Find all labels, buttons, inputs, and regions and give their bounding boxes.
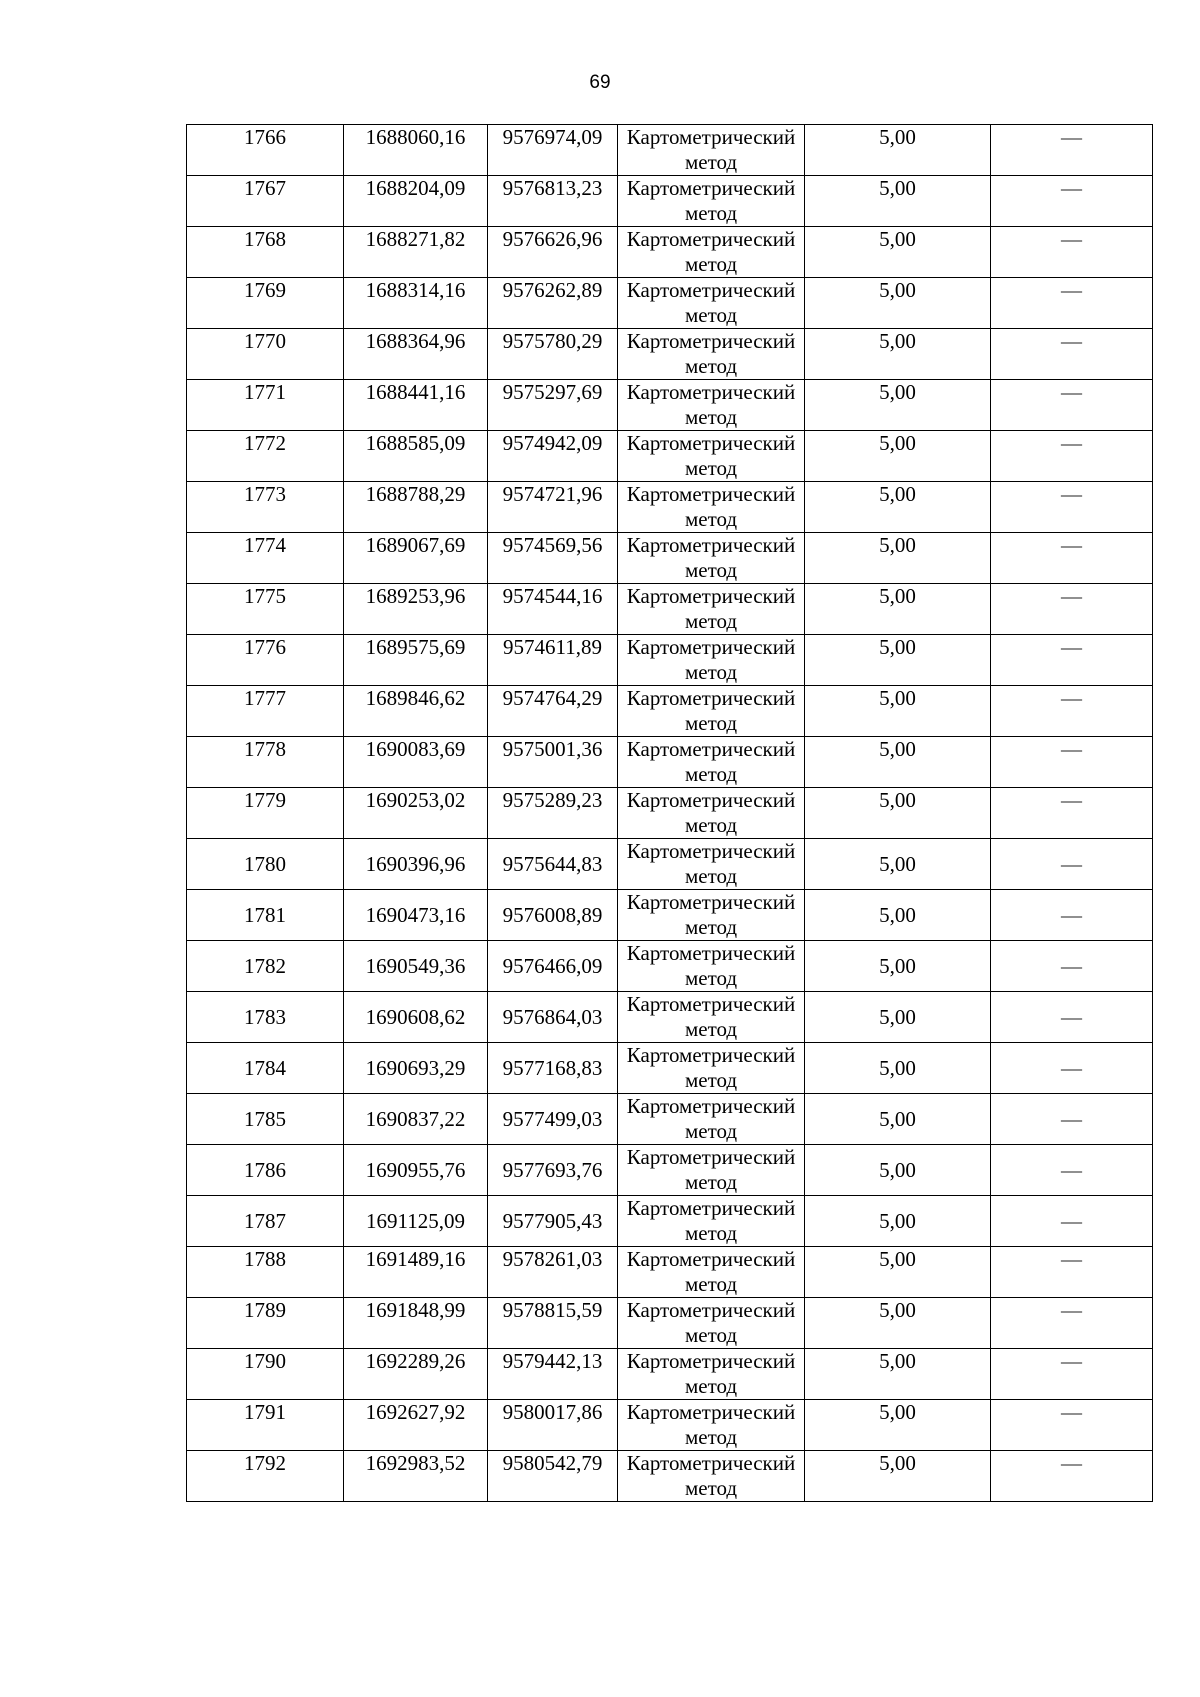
table-row xyxy=(187,380,1153,431)
note-cell: — xyxy=(991,176,1153,227)
table-row xyxy=(187,1451,1153,1502)
accuracy-cell: 5,00 xyxy=(805,482,991,533)
point-number-cell: 1780 xyxy=(187,839,344,890)
x-coordinate-cell: 1692983,52 xyxy=(344,1451,488,1502)
y-coordinate-cell: 9576864,03 xyxy=(488,992,618,1043)
accuracy-cell: 5,00 xyxy=(805,176,991,227)
method-cell: Картометрический метод xyxy=(618,992,805,1043)
x-coordinate-cell: 1690253,02 xyxy=(344,788,488,839)
accuracy-cell: 5,00 xyxy=(805,431,991,482)
accuracy-cell: 5,00 xyxy=(805,890,991,941)
x-coordinate-cell: 1689067,69 xyxy=(344,533,488,584)
table-row xyxy=(187,1400,1153,1451)
note-cell: — xyxy=(991,890,1153,941)
accuracy-cell: 5,00 xyxy=(805,227,991,278)
note-cell: — xyxy=(991,1400,1153,1451)
x-coordinate-cell: 1689575,69 xyxy=(344,635,488,686)
y-coordinate-cell: 9576008,89 xyxy=(488,890,618,941)
coordinates-table xyxy=(186,124,1153,1502)
table-row xyxy=(187,1043,1153,1094)
point-number-cell: 1790 xyxy=(187,1349,344,1400)
y-coordinate-cell: 9576262,89 xyxy=(488,278,618,329)
y-coordinate-cell: 9577168,83 xyxy=(488,1043,618,1094)
table-row xyxy=(187,1094,1153,1145)
point-number-cell: 1792 xyxy=(187,1451,344,1502)
point-number-cell: 1783 xyxy=(187,992,344,1043)
method-cell: Картометрический метод xyxy=(618,788,805,839)
accuracy-cell: 5,00 xyxy=(805,125,991,176)
note-cell: — xyxy=(991,482,1153,533)
accuracy-cell: 5,00 xyxy=(805,839,991,890)
point-number-cell: 1771 xyxy=(187,380,344,431)
accuracy-cell: 5,00 xyxy=(805,635,991,686)
point-number-cell: 1766 xyxy=(187,125,344,176)
x-coordinate-cell: 1688204,09 xyxy=(344,176,488,227)
method-cell: Картометрический метод xyxy=(618,227,805,278)
x-coordinate-cell: 1692627,92 xyxy=(344,1400,488,1451)
point-number-cell: 1769 xyxy=(187,278,344,329)
table-row xyxy=(187,1247,1153,1298)
method-cell: Картометрический метод xyxy=(618,380,805,431)
note-cell: — xyxy=(991,788,1153,839)
accuracy-cell: 5,00 xyxy=(805,1145,991,1196)
table-row xyxy=(187,533,1153,584)
accuracy-cell: 5,00 xyxy=(805,941,991,992)
method-cell: Картометрический метод xyxy=(618,1247,805,1298)
note-cell: — xyxy=(991,1145,1153,1196)
table-row xyxy=(187,482,1153,533)
method-cell: Картометрический метод xyxy=(618,1400,805,1451)
point-number-cell: 1775 xyxy=(187,584,344,635)
y-coordinate-cell: 9575644,83 xyxy=(488,839,618,890)
point-number-cell: 1779 xyxy=(187,788,344,839)
method-cell: Картометрический метод xyxy=(618,839,805,890)
table-row xyxy=(187,1349,1153,1400)
method-cell: Картометрический метод xyxy=(618,1196,805,1247)
y-coordinate-cell: 9575297,69 xyxy=(488,380,618,431)
x-coordinate-cell: 1689253,96 xyxy=(344,584,488,635)
table-row xyxy=(187,431,1153,482)
x-coordinate-cell: 1690083,69 xyxy=(344,737,488,788)
x-coordinate-cell: 1691489,16 xyxy=(344,1247,488,1298)
table-row xyxy=(187,890,1153,941)
note-cell: — xyxy=(991,1094,1153,1145)
y-coordinate-cell: 9579442,13 xyxy=(488,1349,618,1400)
table-row xyxy=(187,1196,1153,1247)
method-cell: Картометрический метод xyxy=(618,176,805,227)
y-coordinate-cell: 9574721,96 xyxy=(488,482,618,533)
x-coordinate-cell: 1688060,16 xyxy=(344,125,488,176)
note-cell: — xyxy=(991,686,1153,737)
method-cell: Картометрический метод xyxy=(618,482,805,533)
note-cell: — xyxy=(991,635,1153,686)
note-cell: — xyxy=(991,533,1153,584)
x-coordinate-cell: 1690955,76 xyxy=(344,1145,488,1196)
x-coordinate-cell: 1691125,09 xyxy=(344,1196,488,1247)
table-row xyxy=(187,635,1153,686)
note-cell: — xyxy=(991,839,1153,890)
y-coordinate-cell: 9578261,03 xyxy=(488,1247,618,1298)
point-number-cell: 1789 xyxy=(187,1298,344,1349)
x-coordinate-cell: 1691848,99 xyxy=(344,1298,488,1349)
y-coordinate-cell: 9574569,56 xyxy=(488,533,618,584)
note-cell: — xyxy=(991,737,1153,788)
note-cell: — xyxy=(991,380,1153,431)
y-coordinate-cell: 9577905,43 xyxy=(488,1196,618,1247)
accuracy-cell: 5,00 xyxy=(805,686,991,737)
y-coordinate-cell: 9580542,79 xyxy=(488,1451,618,1502)
note-cell: — xyxy=(991,1451,1153,1502)
point-number-cell: 1778 xyxy=(187,737,344,788)
point-number-cell: 1791 xyxy=(187,1400,344,1451)
table-row xyxy=(187,686,1153,737)
accuracy-cell: 5,00 xyxy=(805,1298,991,1349)
y-coordinate-cell: 9576626,96 xyxy=(488,227,618,278)
point-number-cell: 1767 xyxy=(187,176,344,227)
accuracy-cell: 5,00 xyxy=(805,1247,991,1298)
method-cell: Картометрический метод xyxy=(618,1094,805,1145)
note-cell: — xyxy=(991,1349,1153,1400)
point-number-cell: 1787 xyxy=(187,1196,344,1247)
note-cell: — xyxy=(991,125,1153,176)
note-cell: — xyxy=(991,584,1153,635)
y-coordinate-cell: 9575780,29 xyxy=(488,329,618,380)
note-cell: — xyxy=(991,1247,1153,1298)
x-coordinate-cell: 1690396,96 xyxy=(344,839,488,890)
x-coordinate-cell: 1690837,22 xyxy=(344,1094,488,1145)
note-cell: — xyxy=(991,329,1153,380)
method-cell: Картометрический метод xyxy=(618,1451,805,1502)
y-coordinate-cell: 9576466,09 xyxy=(488,941,618,992)
point-number-cell: 1772 xyxy=(187,431,344,482)
note-cell: — xyxy=(991,278,1153,329)
method-cell: Картометрический метод xyxy=(618,1349,805,1400)
x-coordinate-cell: 1688788,29 xyxy=(344,482,488,533)
method-cell: Картометрический метод xyxy=(618,1298,805,1349)
accuracy-cell: 5,00 xyxy=(805,1451,991,1502)
accuracy-cell: 5,00 xyxy=(805,1043,991,1094)
x-coordinate-cell: 1688441,16 xyxy=(344,380,488,431)
table-row xyxy=(187,1145,1153,1196)
accuracy-cell: 5,00 xyxy=(805,1094,991,1145)
y-coordinate-cell: 9577693,76 xyxy=(488,1145,618,1196)
note-cell: — xyxy=(991,1043,1153,1094)
method-cell: Картометрический метод xyxy=(618,584,805,635)
method-cell: Картометрический метод xyxy=(618,125,805,176)
accuracy-cell: 5,00 xyxy=(805,278,991,329)
accuracy-cell: 5,00 xyxy=(805,533,991,584)
table-row xyxy=(187,1298,1153,1349)
method-cell: Картометрический метод xyxy=(618,890,805,941)
accuracy-cell: 5,00 xyxy=(805,584,991,635)
point-number-cell: 1788 xyxy=(187,1247,344,1298)
page-number: 69 xyxy=(589,72,611,93)
x-coordinate-cell: 1688585,09 xyxy=(344,431,488,482)
table-row xyxy=(187,125,1153,176)
x-coordinate-cell: 1690473,16 xyxy=(344,890,488,941)
method-cell: Картометрический метод xyxy=(618,686,805,737)
y-coordinate-cell: 9574942,09 xyxy=(488,431,618,482)
y-coordinate-cell: 9575289,23 xyxy=(488,788,618,839)
accuracy-cell: 5,00 xyxy=(805,992,991,1043)
method-cell: Картометрический метод xyxy=(618,329,805,380)
y-coordinate-cell: 9575001,36 xyxy=(488,737,618,788)
accuracy-cell: 5,00 xyxy=(805,380,991,431)
point-number-cell: 1773 xyxy=(187,482,344,533)
y-coordinate-cell: 9574544,16 xyxy=(488,584,618,635)
y-coordinate-cell: 9576813,23 xyxy=(488,176,618,227)
point-number-cell: 1782 xyxy=(187,941,344,992)
accuracy-cell: 5,00 xyxy=(805,329,991,380)
method-cell: Картометрический метод xyxy=(618,1145,805,1196)
accuracy-cell: 5,00 xyxy=(805,1400,991,1451)
note-cell: — xyxy=(991,1196,1153,1247)
accuracy-cell: 5,00 xyxy=(805,788,991,839)
x-coordinate-cell: 1690608,62 xyxy=(344,992,488,1043)
table-row xyxy=(187,839,1153,890)
table-row xyxy=(187,992,1153,1043)
x-coordinate-cell: 1688271,82 xyxy=(344,227,488,278)
table-row xyxy=(187,941,1153,992)
x-coordinate-cell: 1688314,16 xyxy=(344,278,488,329)
point-number-cell: 1784 xyxy=(187,1043,344,1094)
point-number-cell: 1774 xyxy=(187,533,344,584)
note-cell: — xyxy=(991,941,1153,992)
point-number-cell: 1777 xyxy=(187,686,344,737)
table-row xyxy=(187,737,1153,788)
table-row xyxy=(187,227,1153,278)
method-cell: Картометрический метод xyxy=(618,737,805,788)
x-coordinate-cell: 1690693,29 xyxy=(344,1043,488,1094)
note-cell: — xyxy=(991,227,1153,278)
x-coordinate-cell: 1690549,36 xyxy=(344,941,488,992)
coordinates-table-body xyxy=(187,125,1153,1502)
note-cell: — xyxy=(991,1298,1153,1349)
point-number-cell: 1770 xyxy=(187,329,344,380)
point-number-cell: 1768 xyxy=(187,227,344,278)
y-coordinate-cell: 9576974,09 xyxy=(488,125,618,176)
accuracy-cell: 5,00 xyxy=(805,1196,991,1247)
y-coordinate-cell: 9574611,89 xyxy=(488,635,618,686)
table-row xyxy=(187,788,1153,839)
table-row xyxy=(187,176,1153,227)
accuracy-cell: 5,00 xyxy=(805,737,991,788)
method-cell: Картометрический метод xyxy=(618,941,805,992)
point-number-cell: 1781 xyxy=(187,890,344,941)
method-cell: Картометрический метод xyxy=(618,278,805,329)
method-cell: Картометрический метод xyxy=(618,533,805,584)
point-number-cell: 1776 xyxy=(187,635,344,686)
y-coordinate-cell: 9580017,86 xyxy=(488,1400,618,1451)
x-coordinate-cell: 1689846,62 xyxy=(344,686,488,737)
method-cell: Картометрический метод xyxy=(618,635,805,686)
table-row xyxy=(187,584,1153,635)
note-cell: — xyxy=(991,992,1153,1043)
y-coordinate-cell: 9577499,03 xyxy=(488,1094,618,1145)
y-coordinate-cell: 9574764,29 xyxy=(488,686,618,737)
x-coordinate-cell: 1688364,96 xyxy=(344,329,488,380)
point-number-cell: 1785 xyxy=(187,1094,344,1145)
table-row xyxy=(187,278,1153,329)
y-coordinate-cell: 9578815,59 xyxy=(488,1298,618,1349)
note-cell: — xyxy=(991,431,1153,482)
x-coordinate-cell: 1692289,26 xyxy=(344,1349,488,1400)
point-number-cell: 1786 xyxy=(187,1145,344,1196)
table-row xyxy=(187,329,1153,380)
method-cell: Картометрический метод xyxy=(618,1043,805,1094)
method-cell: Картометрический метод xyxy=(618,431,805,482)
accuracy-cell: 5,00 xyxy=(805,1349,991,1400)
